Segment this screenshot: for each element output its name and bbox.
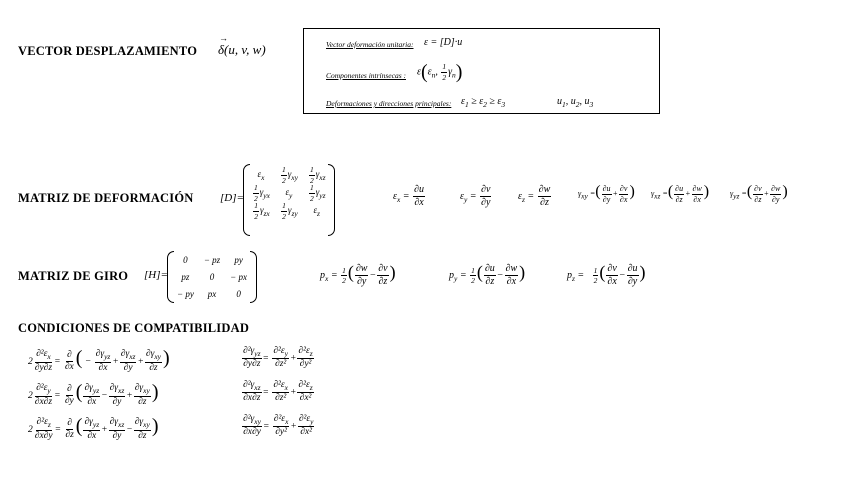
matrix-cell: px: [207, 288, 217, 299]
section-title-displacement: VECTOR DESPLAZAMIENTO: [18, 44, 198, 58]
principal-label: Deformaciones y direcciones principales:: [326, 99, 452, 108]
deformation-matrix: [247, 166, 330, 220]
gamma-xz-formula: $\gamma_{xz}$ =( $\frac{\partial u}{\partial z}$ + $\frac{\partial w}{\partial x}$ ): [651, 183, 710, 204]
principal-formula: $\varepsilon_1 \ge \varepsilon_2 \ge \varepsilon_3$: [461, 96, 506, 109]
displacement-vector: δ → (u, v, w): [218, 33, 266, 57]
matrix-cell: $\frac{1}{2}$ $\gamma_{yz}$: [309, 183, 326, 203]
matrix-cell: $\frac{1}{2}$ $\gamma_{yx}$: [254, 183, 270, 203]
matrix-cell: $\frac{1}{2}$ $\gamma_{zx}$: [254, 201, 270, 221]
principal-vectors: $u_1$, $u_2$, $u_3$: [557, 96, 594, 109]
matrix-cell: pz: [181, 271, 190, 282]
matrix-cell: $\frac{1}{2}$ $\gamma_{xz}$: [309, 165, 326, 185]
matrix-cell: $\varepsilon_y$: [285, 186, 293, 200]
compat-right-3: $\frac{\partial^2\gamma_{xy}}{\partial x\partial y}$ = $\frac{\partial^2\varepsilon_x}{\text{∂y²}}$ + $\frac{\partial^2\varepsilon_y}{\text{∂x²}}$: [243, 414, 314, 438]
section-title-compatibility: CONDICIONES DE COMPATIBILIDAD: [18, 321, 250, 335]
matrix-cell: 0: [183, 254, 188, 265]
matrix-cell: $\frac{1}{2}$ $\gamma_{xy}$: [281, 165, 298, 185]
matrix-cell: − pz: [203, 254, 221, 265]
rotation-matrix-label: [H]=: [144, 269, 168, 281]
matrix-cell: py: [234, 254, 243, 265]
compat-left-2: 2 $\frac{\partial^2\varepsilon_y}{\partial x\partial z}$ = $\frac{\partial}{\partial y}$ ( $\frac{\partial\gamma_{yz}}{\partial x}$ − $\frac{\partial\gamma_{xz}}{\partial y}$ + $\frac{\partial\gamma_{xy}}{\partial z}$ ): [28, 381, 159, 407]
compat-right-2: $\frac{\partial^2\gamma_{xz}}{\partial x\partial z}$ = $\frac{\partial^2\varepsilon_x}{\text{∂z²}}$ + $\frac{\partial^2\varepsilon_z}{\text{∂x²}}$: [243, 380, 313, 404]
matrix-cell: $\varepsilon_x$: [257, 168, 265, 182]
intrinsic-components-formula: $\varepsilon(\varepsilon_n$, $\frac{1}{2}$ $\gamma_n$): [417, 61, 463, 83]
matrix-cell: $\frac{1}{2}$ $\gamma_{zy}$: [282, 201, 298, 221]
matrix-cell: 0: [209, 271, 215, 282]
strain-info-box: [303, 28, 660, 114]
compat-right-1: $\frac{\partial^2\gamma_{yz}}{\partial y\partial z}$ = $\frac{\partial^2\varepsilon_y}{\text{∂z²}}$ + $\frac{\partial^2\varepsilon_z}{\text{∂y²}}$: [243, 346, 313, 370]
matrix-cell: − px: [230, 271, 247, 282]
matrix-cell: − py: [177, 288, 194, 299]
gamma-yz-formula: $\gamma_{yz}$ =( $\frac{\partial v}{\partial z}$ + $\frac{\partial w}{\partial y}$ ): [730, 183, 788, 204]
py-formula: $p_y$ = $\frac{1}{2}$ ( $\frac{\partial u}{\partial z}$ − $\frac{\partial w}{\partial x}$ ): [449, 262, 526, 288]
rotation-matrix: [172, 251, 252, 302]
gamma-xy-formula: $\gamma_{xy}$ =( $\frac{\partial u}{\partial y}$ + $\frac{\partial v}{\partial x}$ ): [578, 183, 635, 204]
intrinsic-components-label: Componentes intrínsecas :: [326, 71, 406, 80]
eps-x-formula: $\varepsilon_x$ = $\frac{\partial u}{\partial x}$: [393, 184, 424, 208]
unit-strain-formula: ε = [D]·u: [424, 37, 463, 48]
pz-formula: $p_z$ = $\frac{1}{2}$ ( $\frac{\partial v}{\partial x}$ − $\frac{\partial u}{\partial y}$ ): [567, 262, 646, 288]
px-formula: $p_x$ = $\frac{1}{2}$ ( $\frac{\partial w}{\partial y}$ − $\frac{\partial v}{\partial z}$ ): [320, 262, 396, 288]
matrix-cell: 0: [236, 288, 241, 299]
section-title-rotation: MATRIZ DE GIRO: [18, 269, 129, 283]
compat-left-1: 2 $\frac{\partial^2\varepsilon_x}{\partial y\partial z}$ = $\frac{\partial}{\partial x}$ ( − $\frac{\partial\gamma_{yz}}{\partial x}$ + $\frac{\partial\gamma_{xz}}{\partial y}$ + $\frac{\partial\gamma_{xy}}{\partial z}$ ): [28, 347, 170, 373]
deformation-matrix-label: [D]=: [220, 192, 244, 204]
compat-left-3: 2 $\frac{\partial^2\varepsilon_z}{\partial x\partial y}$ = $\frac{\partial}{\partial z}$ ( $\frac{\partial\gamma_{yz}}{\partial x}$ + $\frac{\partial\gamma_{xz}}{\partial y}$ − $\frac{\partial\gamma_{xy}}{\partial z}$ ): [28, 415, 159, 441]
eps-y-formula: $\varepsilon_y$ = $\frac{\partial v}{\partial y}$: [460, 184, 491, 208]
section-title-deformation: MATRIZ DE DEFORMACIÓN: [18, 191, 194, 205]
matrix-cell: $\varepsilon_z$: [313, 204, 320, 218]
unit-strain-label: Vector deformación unitaria:: [326, 40, 414, 49]
eps-z-formula: $\varepsilon_z$ = $\frac{\partial w}{\partial z}$: [518, 184, 551, 208]
